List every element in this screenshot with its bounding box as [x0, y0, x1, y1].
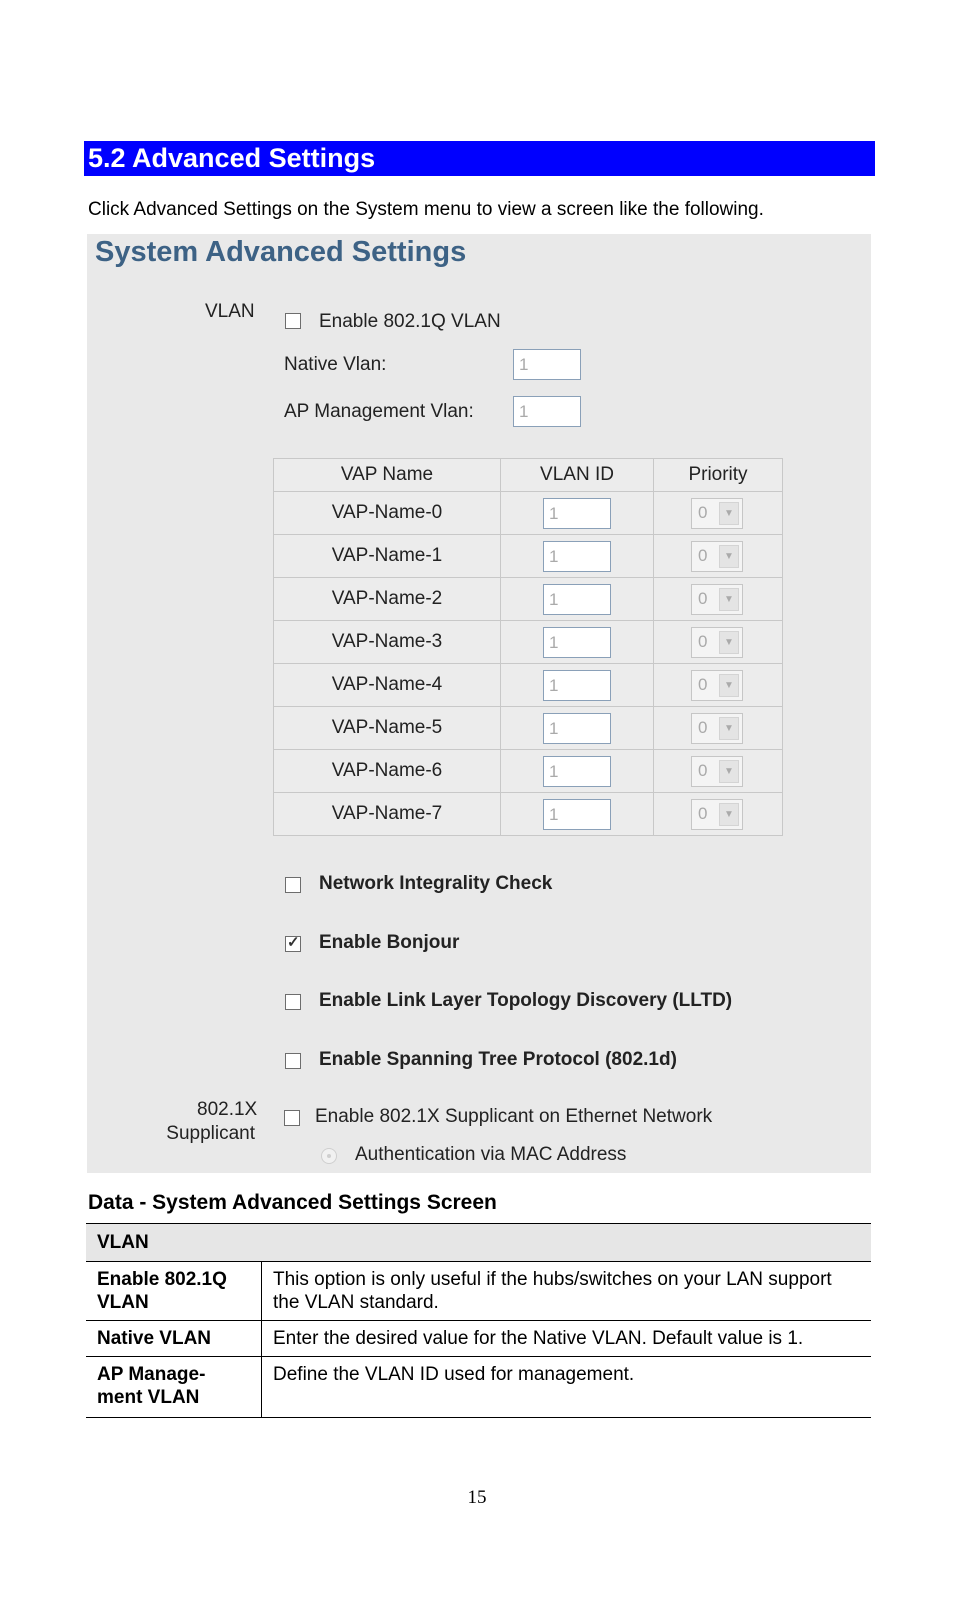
priority-value: 0: [698, 717, 708, 737]
priority-value: 0: [698, 631, 708, 651]
table-row: [274, 664, 783, 707]
table-row: [86, 1357, 871, 1418]
col-priority: Priority: [654, 459, 783, 492]
vap-name: VAP-Name-2: [274, 578, 501, 621]
priority-value: 0: [698, 803, 708, 823]
native-vlan-label: Native Vlan:: [284, 354, 387, 375]
priority-select[interactable]: [691, 799, 743, 830]
chevron-down-icon: ▼: [719, 674, 739, 697]
vlan-id-input[interactable]: 1: [543, 498, 611, 529]
vap-name: VAP-Name-4: [274, 664, 501, 707]
bonjour-label: Enable Bonjour: [319, 932, 460, 953]
chevron-down-icon: ▼: [719, 717, 739, 740]
col-vap-name: VAP Name: [274, 459, 501, 492]
definition-term: AP Manage-ment VLAN: [86, 1357, 262, 1418]
lltd-label: Enable Link Layer Topology Discovery (LLTD): [319, 990, 733, 1011]
priority-value: 0: [698, 502, 708, 522]
vap-name: VAP-Name-7: [274, 793, 501, 836]
definition-term: Native VLAN: [86, 1321, 262, 1357]
definition-term: Enable 802.1Q VLAN: [86, 1262, 262, 1321]
table-row: [274, 535, 783, 578]
table-row: [86, 1321, 871, 1357]
vap-name: VAP-Name-3: [274, 621, 501, 664]
vap-table-header: [274, 459, 783, 492]
col-vlan-id: VLAN ID: [501, 459, 654, 492]
table-row: [274, 492, 783, 535]
enable-vlan-checkbox[interactable]: [285, 313, 301, 329]
chevron-down-icon: ▼: [719, 631, 739, 654]
data-table-title: Data - System Advanced Settings Screen: [88, 1191, 497, 1214]
network-integrity-label: Network Integrality Check: [319, 873, 553, 894]
vap-name: VAP-Name-1: [274, 535, 501, 578]
vlan-id-input[interactable]: 1: [543, 713, 611, 744]
vlan-id-input[interactable]: 1: [543, 756, 611, 787]
settings-screenshot: [87, 234, 871, 1173]
stp-label: Enable Spanning Tree Protocol (802.1d): [319, 1049, 677, 1070]
priority-select[interactable]: [691, 756, 743, 787]
table-row: [274, 793, 783, 836]
table-row: [274, 578, 783, 621]
vlan-id-input[interactable]: 1: [543, 670, 611, 701]
vlan-id-input[interactable]: 1: [543, 799, 611, 830]
vlan-id-input[interactable]: 1: [543, 541, 611, 572]
supplicant-enable-label: Enable 802.1X Supplicant on Ethernet Network: [315, 1106, 713, 1127]
mac-auth-radio[interactable]: [321, 1148, 337, 1164]
chevron-down-icon: ▼: [719, 760, 739, 783]
definition-desc: Define the VLAN ID used for management.: [262, 1357, 872, 1418]
priority-value: 0: [698, 760, 708, 780]
priority-select[interactable]: [691, 498, 743, 529]
native-vlan-input[interactable]: 1: [513, 349, 581, 380]
definition-desc: Enter the desired value for the Native VLAN. Default value is 1.: [262, 1321, 872, 1357]
chevron-down-icon: ▼: [719, 803, 739, 826]
group-label: VLAN: [86, 1224, 871, 1262]
lltd-checkbox[interactable]: [285, 994, 301, 1010]
priority-select[interactable]: [691, 584, 743, 615]
vap-table: [273, 458, 783, 836]
mac-auth-label: Authentication via MAC Address: [355, 1144, 627, 1165]
table-row: [86, 1262, 871, 1321]
definitions-table: [86, 1223, 871, 1418]
supplicant-checkbox[interactable]: [284, 1110, 300, 1126]
vlan-section-label: VLAN: [205, 301, 255, 322]
chevron-down-icon: ▼: [719, 545, 739, 568]
chevron-down-icon: ▼: [719, 502, 739, 525]
priority-select[interactable]: [691, 713, 743, 744]
priority-value: 0: [698, 545, 708, 565]
table-row: [274, 750, 783, 793]
network-integrity-checkbox[interactable]: [285, 877, 301, 893]
table-row: [274, 621, 783, 664]
vlan-id-input[interactable]: 1: [543, 584, 611, 615]
screen-title: System Advanced Settings: [95, 236, 467, 268]
ap-management-vlan-input[interactable]: 1: [513, 396, 581, 427]
priority-value: 0: [698, 674, 708, 694]
priority-select[interactable]: [691, 541, 743, 572]
bonjour-checkbox[interactable]: [285, 936, 301, 952]
definition-desc: This option is only useful if the hubs/switches on your LAN support the VLAN standard.: [262, 1262, 872, 1321]
priority-select[interactable]: [691, 670, 743, 701]
ap-management-vlan-label: AP Management Vlan:: [284, 401, 474, 422]
stp-checkbox[interactable]: [285, 1053, 301, 1069]
vap-name: VAP-Name-6: [274, 750, 501, 793]
vlan-id-input[interactable]: 1: [543, 627, 611, 658]
supplicant-label-line1: 802.1X: [197, 1099, 258, 1120]
page-number: 15: [467, 1487, 487, 1508]
table-row: [274, 707, 783, 750]
chevron-down-icon: ▼: [719, 588, 739, 611]
section-heading: 5.2 Advanced Settings: [84, 141, 875, 176]
priority-select[interactable]: [691, 627, 743, 658]
intro-text: Click Advanced Settings on the System menu to view a screen like the following.: [88, 199, 764, 220]
definitions-group-header: [86, 1224, 871, 1262]
supplicant-label-line2: Supplicant: [166, 1123, 255, 1144]
vap-name: VAP-Name-0: [274, 492, 501, 535]
priority-value: 0: [698, 588, 708, 608]
enable-vlan-label: Enable 802.1Q VLAN: [319, 311, 501, 332]
vap-name: VAP-Name-5: [274, 707, 501, 750]
